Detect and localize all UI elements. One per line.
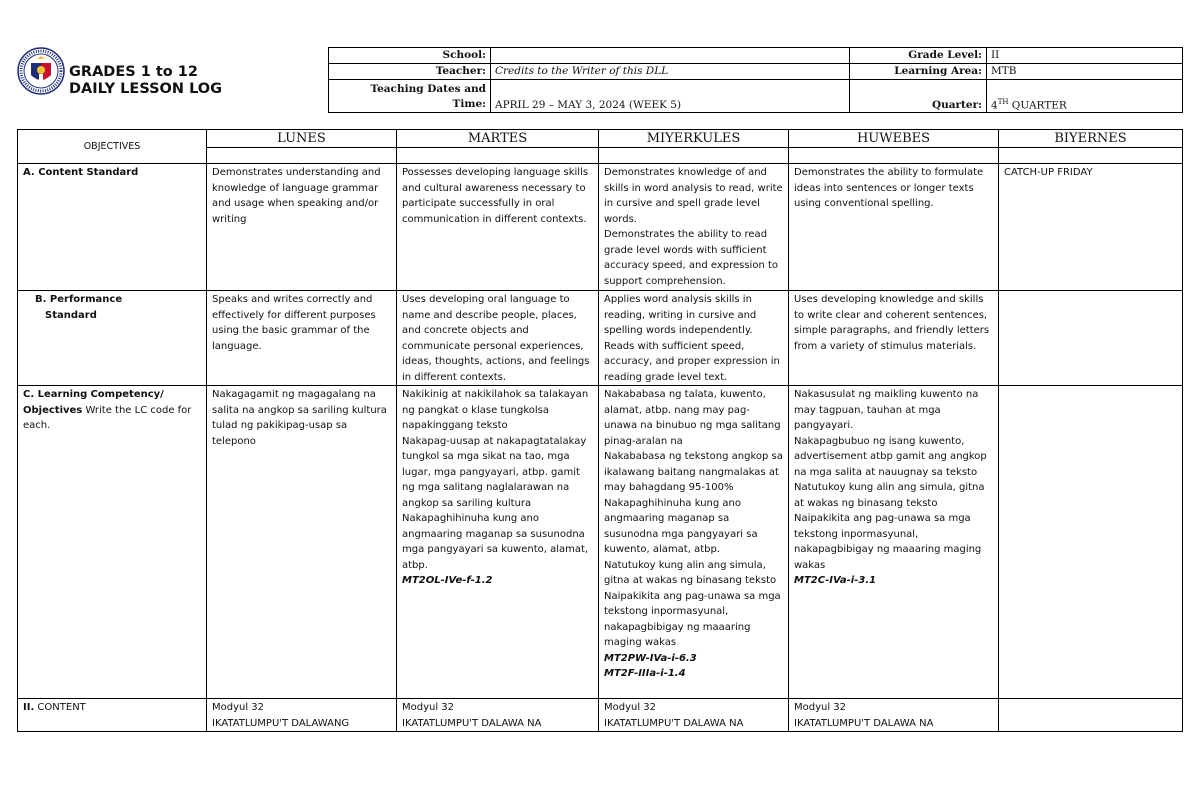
content-lunes: Modyul 32 IKATATLUMPU'T DALAWANG [207, 699, 397, 732]
day-header-biyernes: BIYERNES [999, 130, 1183, 148]
content-standard-miyerkules: Demonstrates knowledge of and skills in word analysis to read, write in cursive and spell grade level words. Demonstrates the ability to read grade level words with sufficient accuracy speed, and expression to support comprehension. [599, 164, 789, 291]
quarter-number: 4 [991, 99, 998, 111]
lc-code-miyerkules-2: MT2F-IIIa-i-1.4 [604, 668, 686, 679]
performance-standard-row [18, 291, 1183, 386]
learning-competency-note: Write the LC code for each. [23, 404, 192, 431]
content-standard-row [18, 164, 1183, 291]
learning-competency-martes [397, 386, 599, 699]
content-standard-lunes: Demonstrates understanding and knowledge of language grammar and usage when speaking and/or writing [207, 164, 397, 291]
school-value [491, 48, 850, 64]
teaching-dates-label [329, 80, 491, 113]
teacher-value: Credits to the Writer of this DLL [491, 64, 850, 80]
quarter-suffix: TH [997, 97, 1009, 106]
performance-standard-label-line1: B. Performance [35, 294, 123, 305]
content-miyerkules: Modyul 32 IKATATLUMPU'T DALAWA NA [599, 699, 789, 732]
learning-competency-martes-text: Nakikinig at nakikilahok sa talakayan ng pangkat o klase tungkolsa napakinggang teksto Nakapag-uusap at nakapagtatalakay tungkol sa mga sikat na tao, mga lugar, mga pangyayari, atbp. gamit ng mga salitang naglalarawan na angkop sa sariling kultura Nakapaghihinuha kung ano angmaaring maganap sa susunodna mga pangyayari sa kuwento, alamat, atbp. [402, 389, 589, 571]
title-line-1: GRADES 1 to 12 [69, 64, 198, 80]
lesson-log-table [17, 129, 1183, 732]
learning-competency-label-line2: Competency/ [90, 389, 164, 400]
content-standard-biyernes: CATCH-UP FRIDAY [999, 164, 1183, 291]
learning-competency-lunes: Nakagagamit ng magagalang na salita na angkop sa sariling kultura tulad ng pakikipag-usap sa telepono [207, 386, 397, 699]
content-standard-martes: Possesses developing language skills and cultural awareness necessary to participate successfully in oral communication in different contexts. [397, 164, 599, 291]
page-title [69, 64, 222, 98]
spacer-cell [789, 148, 999, 164]
content-row [18, 699, 1183, 732]
performance-standard-biyernes [999, 291, 1183, 386]
learning-competency-huwebes [789, 386, 999, 699]
teaching-dates-label-line1: Teaching Dates and [370, 83, 486, 95]
content-standard-huwebes: Demonstrates the ability to formulate ideas into sentences or longer texts using conventional spelling. [789, 164, 999, 291]
learning-competency-huwebes-text: Nakasusulat ng maikling kuwento na may tagpuan, tauhan at mga pangyayari. Nakapagbubuo ng isang kuwento, advertisement atbp gamit ang angkop na mga salita at nauugnay sa teksto Natutukoy kung alin ang simula, gitna at wakas ng binasang teksto Naipakikita ang pag-unawa sa mga tekstong inpormasyunal, nakapagbibigay ng maaaring maging wakas [794, 389, 987, 571]
school-label: School: [329, 48, 491, 64]
grade-level-value: II [987, 48, 1183, 64]
content-huwebes: Modyul 32 IKATATLUMPU'T DALAWA NA [789, 699, 999, 732]
spacer-cell [999, 148, 1183, 164]
lc-code-martes: MT2OL-IVe-f-1.2 [402, 575, 493, 586]
day-header-miyerkules: MIYERKULES [599, 130, 789, 148]
spacer-cell [599, 148, 789, 164]
content-label-prefix: II. [23, 702, 35, 713]
learning-area-value: MTB [987, 64, 1183, 80]
content-standard-label: A. Content Standard [18, 164, 207, 291]
learning-area-label: Learning Area: [850, 64, 987, 80]
content-biyernes [999, 699, 1183, 732]
learning-competency-label-line3: Objectives [23, 404, 83, 416]
spacer-cell [207, 148, 397, 164]
teacher-label: Teacher: [329, 64, 491, 80]
day-header-row [18, 130, 1183, 148]
performance-standard-lunes: Speaks and writes correctly and effectively for different purposes using the basic grammar of the language. [207, 291, 397, 386]
day-header-huwebes: HUWEBES [789, 130, 999, 148]
performance-standard-martes: Uses developing oral language to name and describe people, places, and concrete objects and communicate personal experiences, ideas, thoughts, actions, and feelings in different contexts. [397, 291, 599, 386]
quarter-word: QUARTER [1008, 99, 1067, 111]
day-header-martes: MARTES [397, 130, 599, 148]
learning-competency-miyerkules-text: Nakababasa ng talata, kuwento, alamat, atbp. nang may pag-unawa na binubuo ng mga salitang pinag-aralan na Nakababasa ng tekstong angkop sa ikalawang baitang nangmalakas at may bahagdang 95-100% Nakapaghihinuha kung ano angmaaring maganap sa susunodna mga pangyayari sa kuwento, alamat, atbp. Natutukoy kung alin ang simula, gitna at wakas ng binasang teksto Naipakikita ang pag-unawa sa mga tekstong inpormasyunal, nakapagbibigay ng maaaring maging wakas [604, 389, 783, 648]
teaching-dates-value: APRIL 29 – MAY 3, 2024 (WEEK 5) [491, 80, 850, 113]
content-label-text: CONTENT [34, 702, 86, 713]
day-header-lunes: LUNES [207, 130, 397, 148]
learning-competency-miyerkules [599, 386, 789, 699]
learning-competency-label [18, 386, 207, 699]
info-table [328, 47, 1183, 113]
performance-standard-label [18, 291, 207, 386]
learning-competency-biyernes [999, 386, 1183, 699]
grade-level-label: Grade Level: [850, 48, 987, 64]
content-martes: Modyul 32 IKATATLUMPU'T DALAWA NA [397, 699, 599, 732]
spacer-cell [397, 148, 599, 164]
learning-competency-row [18, 386, 1183, 699]
deped-seal-icon [17, 47, 65, 95]
performance-standard-huwebes: Uses developing knowledge and skills to write clear and coherent sentences, simple paragraphs, and friendly letters from a variety of stimulus materials. [789, 291, 999, 386]
performance-standard-miyerkules: Applies word analysis skills in reading, writing in cursive and spelling words independently. Reads with sufficient speed, accuracy, and proper expression in reading grade level text. [599, 291, 789, 386]
quarter-value [987, 80, 1183, 113]
performance-standard-label-line2: Standard [45, 309, 97, 321]
lc-code-huwebes: MT2C-IVa-i-3.1 [794, 575, 877, 586]
content-label [18, 699, 207, 732]
title-line-2: DAILY LESSON LOG [69, 81, 223, 97]
objectives-header: OBJECTIVES [18, 130, 207, 164]
lc-code-miyerkules-1: MT2PW-IVa-i-6.3 [604, 652, 697, 664]
learning-competency-label-line1: C. Learning [23, 389, 88, 400]
teaching-dates-label-line2: Time: [452, 98, 486, 110]
quarter-label: Quarter: [850, 80, 987, 113]
